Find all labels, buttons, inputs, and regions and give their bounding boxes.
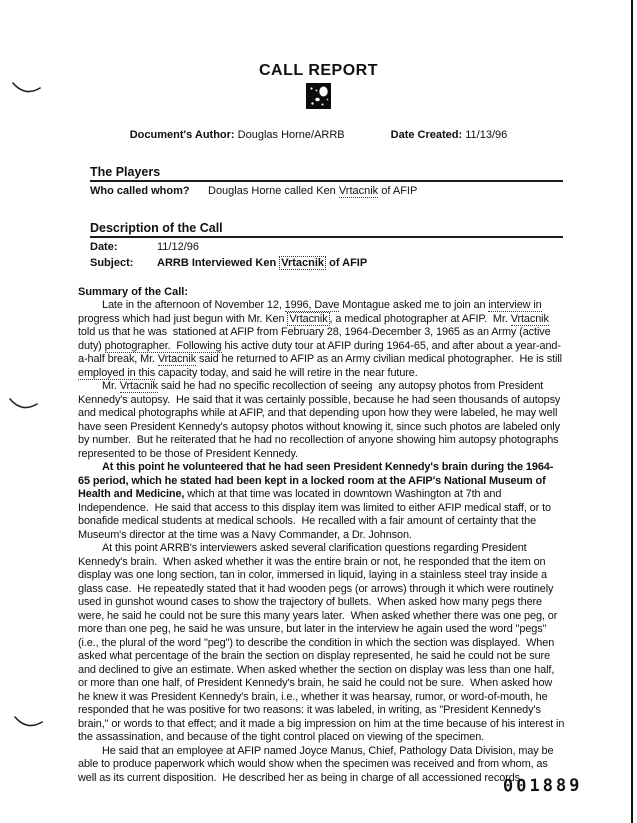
description-section (78, 221, 565, 270)
stamp-logo-icon (306, 83, 331, 109)
call-subject-value: ARRB Interviewed Ken Vrtacnik of AFIP (157, 257, 368, 269)
summary-paragraph: He said that an employee at AFIP named Joyce Manus, Chief, Pathology Data Division, may be able to produce paperwork which would show when the specimen was received and from whom, as well as its current disposition. He described her as being in charge of all accessioned records. (78, 744, 557, 784)
summary-section (78, 286, 568, 785)
summary-heading: Summary of the Call: (78, 286, 189, 298)
pen-mark-icon (11, 80, 43, 98)
description-heading: Description of the Call (90, 221, 563, 238)
call-date-value: 11/12/96 (157, 241, 200, 253)
call-subject-label: Subject: (90, 257, 134, 269)
players-section (78, 165, 565, 198)
summary-paragraph: Late in the afternoon of November 12, 1996, Dave Montague asked me to join an interview in progress which had just begun with Mr. Ken Vrtacnik , a medical photographer at AFIP. Mr. Vrtacnik told us that he was stationed at AFIP from February 28, 1964-December 3, 1965 as an Army (active duty) photographer. Following his active duty tour at AFIP during 1964-65, and after about a year-and-a-half break, Mr. Vrtacnik said he returned to AFIP as an Army civilian medical photographer. He is still employed in this capacity today, and said he will retire in the near future. (78, 299, 565, 379)
author-value: Douglas Horne/ARRB (237, 129, 345, 141)
call-subject-row (90, 257, 565, 270)
date-created-label: Date Created: (390, 129, 463, 141)
who-called-whom-row (90, 185, 565, 198)
document-meta-row (0, 129, 637, 141)
who-called-whom-label: Who called whom? (90, 185, 190, 197)
author-field (130, 129, 345, 141)
date-created-value: 11/13/96 (465, 129, 508, 141)
pen-mark-icon (13, 714, 45, 732)
summary-paragraph: At this point ARRB's interviewers asked several clarification questions regarding President Kennedy's brain. When asked whether it was the entire brain or not, he responded that the item on display was one long section, tan in color, immersed in liquid, laying in a stainless steel tray inside a glass case. He repeatedly stated that it had wooden pegs (or arrows) through it which were routinely used in gunshot wound cases to show the trajectory of bullets. When asked how many pegs there were, he said he could not be sure this many years later. When asked whether there was one peg, or more than one peg, he said he was unsure, but later in the interview he again used the word "pegs" (i.e., the plural of the word "peg") to describe the condition in which the section was displayed. When asked what percentage of the brain the section on display represented, he said he could not be sure and declined to give an estimate. When asked whether the section on display was less than one half, or more than one half, of President Kennedy's brain, he said he could not be sure. When asked how he knew it was President Kennedy's brain, i.e., whether it was hearsay, rumor, or word-of-mouth, he responded that he was positive for two reasons: it was labeled, in writing, as "President Kennedy's brain," or words to that effect; and it made a big impression on him at the time because of his interest in the assassination, and because of the tight control placed on viewing of the specimen. (78, 542, 568, 743)
summary-paragraph: Mr. Vrtacnik said he had no specific recollection of seeing any autopsy photos from President Kennedy's autopsy. He said that it was certainly possible, because he had seen thousands of autopsy and medical photographs while at AFIP, and that depending upon how they were labeled, he may well have seen President Kennedy's autopsy photos without knowing it, since such photos are labeled only by number. But he reiterated that he had no recollection of anyone showing him autopsy photographs represented to be those of President Kennedy. (78, 380, 564, 460)
page-title: CALL REPORT (259, 62, 378, 79)
pen-mark-icon (8, 396, 40, 414)
who-called-whom-value: Douglas Horne called Ken Vrtacnik of AFIP (208, 185, 418, 197)
scan-edge-line (631, 0, 633, 823)
call-date-label: Date: (90, 241, 118, 253)
archive-page-number-stamp: 001889 (502, 775, 583, 797)
author-label: Document's Author: (129, 129, 235, 141)
call-date-row (90, 241, 565, 254)
players-heading: The Players (90, 165, 563, 182)
summary-paragraph: At this point he volunteered that he had seen President Kennedy's brain during the 1964-65 period, which he stated had been kept in a locked room at the AFIP's National Museum of Health and Medicine, which at that time was located in downtown Washington at 7th and Independence. He said that access to this display item was limited to either AFIP medical staff, or to bonafide medical students at medical schools. He recalled with a fair amount of certainty that the Museum's director at the time was a Navy Commander, a Dr. Johnson. (78, 461, 554, 541)
date-created-field (391, 129, 508, 141)
